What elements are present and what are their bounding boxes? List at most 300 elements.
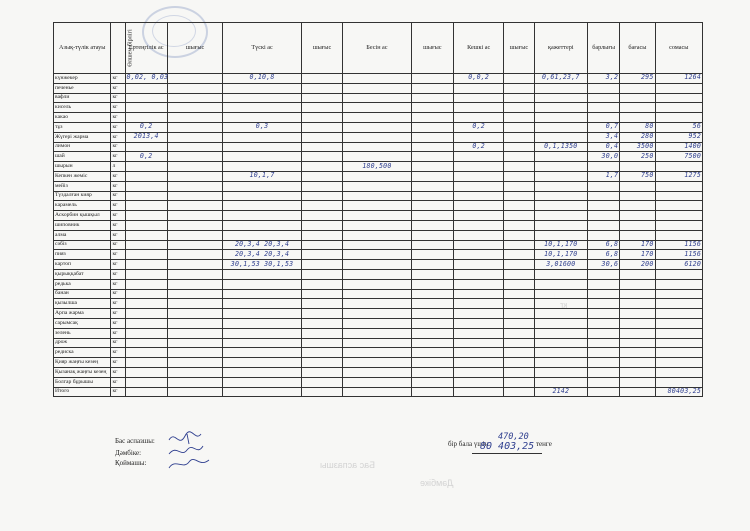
cell-lunch (223, 211, 302, 221)
cell-total (588, 201, 620, 211)
header-out-2: шығыс (301, 23, 342, 74)
header-sum: сомасы (655, 23, 703, 74)
handwritten-value: 0,1,1350 (544, 141, 578, 150)
cell-out2 (301, 279, 342, 289)
handwritten-value: 170 (640, 249, 654, 258)
per-child-value: 470,20 (498, 432, 529, 442)
cell-needs (534, 387, 587, 397)
cell-out3 (411, 299, 453, 309)
row-name: сарымсақ (54, 318, 111, 328)
handwritten-value: 80403,25 (667, 386, 701, 395)
cell-lunch (223, 387, 302, 397)
cell-total (588, 328, 620, 338)
cell-out2 (301, 220, 342, 230)
cell-snack (343, 358, 412, 368)
cell-dinner (454, 377, 504, 387)
cell-total (588, 220, 620, 230)
cell-out4 (504, 132, 534, 142)
row-name: Болгар бұрышы (54, 377, 111, 387)
cell-lunch (223, 318, 302, 328)
cell-out4 (504, 279, 534, 289)
cell-needs (534, 142, 587, 152)
row-name: шиповник (54, 220, 111, 230)
cell-sum (655, 279, 703, 289)
row-unit: кг (111, 358, 125, 368)
row-name: зелень (54, 328, 111, 338)
table-row (54, 191, 703, 201)
cell-snack (343, 103, 412, 113)
cell-price (620, 387, 655, 397)
table-row (54, 152, 703, 162)
cell-lunch (223, 74, 302, 84)
table-row (54, 279, 703, 289)
cell-breakfast (125, 279, 167, 289)
row-unit: кг (111, 240, 125, 250)
cell-out3 (411, 171, 453, 181)
cell-needs (534, 122, 587, 132)
row-unit: л (111, 162, 125, 172)
cell-lunch (223, 103, 302, 113)
cell-sum (655, 348, 703, 358)
cell-price (620, 250, 655, 260)
table-row (54, 240, 703, 250)
table-row (54, 201, 703, 211)
row-name: печенье (54, 83, 111, 93)
cell-sum (655, 387, 703, 397)
handwritten-value: 7500 (684, 151, 701, 160)
cell-needs (534, 318, 587, 328)
cell-snack (343, 299, 412, 309)
cell-price (620, 318, 655, 328)
table-row (54, 260, 703, 270)
row-name: какао (54, 113, 111, 123)
cell-out1 (167, 309, 222, 319)
cell-out3 (411, 113, 453, 123)
cell-lunch (223, 83, 302, 93)
table-row (54, 328, 703, 338)
cell-sum (655, 250, 703, 260)
cell-needs (534, 348, 587, 358)
cell-out2 (301, 211, 342, 221)
cell-total (588, 260, 620, 270)
cell-needs (534, 358, 587, 368)
handwritten-value: 1156 (684, 249, 701, 258)
cell-price (620, 191, 655, 201)
cell-total (588, 348, 620, 358)
cell-sum (655, 181, 703, 191)
handwritten-value: 1275 (684, 171, 701, 180)
row-name: сәбіз (54, 240, 111, 250)
cell-out3 (411, 211, 453, 221)
handwritten-value: 952 (688, 132, 701, 141)
cell-out3 (411, 377, 453, 387)
cell-dinner (454, 83, 504, 93)
header-snack: Бесін ас (343, 23, 412, 74)
cell-snack (343, 162, 412, 172)
handwritten-value: 20,3,4 20,3,4 (234, 239, 290, 248)
cell-snack (343, 230, 412, 240)
row-name: карамель (54, 201, 111, 211)
cell-needs (534, 74, 587, 84)
cell-price (620, 299, 655, 309)
cell-dinner (454, 328, 504, 338)
cell-total (588, 191, 620, 201)
cell-out3 (411, 338, 453, 348)
cell-out1 (167, 387, 222, 397)
cell-price (620, 309, 655, 319)
cell-dinner (454, 358, 504, 368)
cell-sum (655, 171, 703, 181)
cell-price (620, 377, 655, 387)
cell-breakfast (125, 289, 167, 299)
cell-out2 (301, 328, 342, 338)
row-name: мейіз (54, 181, 111, 191)
cell-total (588, 250, 620, 260)
table-row (54, 113, 703, 123)
cell-price (620, 152, 655, 162)
row-name: тұз (54, 122, 111, 132)
cell-out1 (167, 220, 222, 230)
cell-sum (655, 132, 703, 142)
cell-lunch (223, 240, 302, 250)
handwritten-value: 0,3 (255, 122, 269, 131)
cell-snack (343, 211, 412, 221)
cell-total (588, 74, 620, 84)
cell-dinner (454, 318, 504, 328)
row-unit: кг (111, 338, 125, 348)
handwritten-value: 30,0 (601, 151, 619, 160)
menu-requirements-table (53, 22, 703, 397)
handwritten-value: 0,2 (472, 122, 485, 131)
cell-total (588, 377, 620, 387)
cell-out3 (411, 74, 453, 84)
cell-lunch (223, 152, 302, 162)
cell-needs (534, 230, 587, 240)
cell-price (620, 279, 655, 289)
cell-out3 (411, 162, 453, 172)
cell-out2 (301, 171, 342, 181)
row-name: алма (54, 230, 111, 240)
cell-out4 (504, 220, 534, 230)
cell-price (620, 211, 655, 221)
cell-breakfast (125, 162, 167, 172)
cell-out4 (504, 309, 534, 319)
cell-dinner (454, 201, 504, 211)
cell-lunch (223, 367, 302, 377)
row-unit: кг (111, 93, 125, 103)
cell-out4 (504, 318, 534, 328)
cell-out3 (411, 240, 453, 250)
cell-out2 (301, 152, 342, 162)
cell-price (620, 230, 655, 240)
cell-lunch (223, 269, 302, 279)
cell-out1 (167, 289, 222, 299)
cell-out1 (167, 83, 222, 93)
cell-out1 (167, 279, 222, 289)
cell-price (620, 240, 655, 250)
cell-total (588, 93, 620, 103)
cell-sum (655, 113, 703, 123)
header-breakfast: Ертеңгілік ас (125, 23, 167, 74)
cell-out1 (167, 328, 222, 338)
row-unit: кг (111, 269, 125, 279)
table-row (54, 377, 703, 387)
table-row (54, 250, 703, 260)
total-underline (472, 453, 542, 454)
cell-total (588, 338, 620, 348)
cell-breakfast (125, 211, 167, 221)
cell-sum (655, 191, 703, 201)
row-unit: кг (111, 309, 125, 319)
cell-lunch (223, 377, 302, 387)
cell-out3 (411, 279, 453, 289)
cell-price (620, 181, 655, 191)
cell-out1 (167, 113, 222, 123)
handwritten-value: 0,10,8 (249, 73, 275, 82)
cell-out3 (411, 309, 453, 319)
cell-out2 (301, 230, 342, 240)
cell-total (588, 122, 620, 132)
head-cook-label: Бас аспазшы: (115, 437, 155, 445)
handwritten-value: 295 (640, 73, 654, 82)
table-row (54, 230, 703, 240)
cell-sum (655, 338, 703, 348)
cell-snack (343, 377, 412, 387)
row-unit: кг (111, 181, 125, 191)
cell-out4 (504, 230, 534, 240)
cell-dinner (454, 113, 504, 123)
cell-total (588, 103, 620, 113)
row-unit: кг (111, 328, 125, 338)
cell-dinner (454, 132, 504, 142)
handwritten-value: 0,4 (605, 141, 619, 150)
cell-snack (343, 387, 412, 397)
table-row (54, 269, 703, 279)
cell-out3 (411, 348, 453, 358)
cell-out3 (411, 93, 453, 103)
cell-snack (343, 328, 412, 338)
cell-out3 (411, 367, 453, 377)
cell-lunch (223, 220, 302, 230)
cell-out4 (504, 387, 534, 397)
cell-lunch (223, 171, 302, 181)
handwritten-value: 10,1,170 (544, 239, 578, 248)
cell-snack (343, 269, 412, 279)
cell-snack (343, 279, 412, 289)
cell-needs (534, 269, 587, 279)
table-row (54, 387, 703, 397)
table-row (54, 181, 703, 191)
table-row (54, 299, 703, 309)
cell-lunch (223, 162, 302, 172)
table-row (54, 122, 703, 132)
cell-lunch (223, 338, 302, 348)
row-unit: кг (111, 367, 125, 377)
cell-out4 (504, 377, 534, 387)
cell-out3 (411, 230, 453, 240)
header-needs: қажеттері (534, 23, 587, 74)
cell-sum (655, 142, 703, 152)
cell-out4 (504, 152, 534, 162)
cell-out1 (167, 260, 222, 270)
cell-out1 (167, 162, 222, 172)
cell-dinner (454, 191, 504, 201)
cell-snack (343, 171, 412, 181)
row-unit: кг (111, 230, 125, 240)
cell-snack (343, 289, 412, 299)
cell-total (588, 279, 620, 289)
cell-out4 (504, 240, 534, 250)
handwritten-value: 30,1,53 30,1,53 (230, 259, 294, 268)
row-unit: кг (111, 220, 125, 230)
cell-sum (655, 367, 703, 377)
row-unit: кг (111, 318, 125, 328)
cell-breakfast (125, 328, 167, 338)
cell-out4 (504, 83, 534, 93)
cell-price (620, 367, 655, 377)
handwritten-value: 250 (640, 151, 654, 160)
cell-out1 (167, 201, 222, 211)
handwritten-value: 0,61,23,7 (542, 73, 580, 82)
row-unit: кг (111, 201, 125, 211)
cell-dinner (454, 152, 504, 162)
cell-out1 (167, 191, 222, 201)
cell-needs (534, 211, 587, 221)
cell-price (620, 122, 655, 132)
cell-dinner (454, 348, 504, 358)
cell-out1 (167, 318, 222, 328)
cell-out3 (411, 122, 453, 132)
table-row (54, 211, 703, 221)
cell-out2 (301, 377, 342, 387)
cell-out2 (301, 83, 342, 93)
storekeeper-label: Қоймашы: (115, 459, 147, 467)
cell-out3 (411, 328, 453, 338)
cell-sum (655, 211, 703, 221)
cell-out2 (301, 387, 342, 397)
row-name: Түздалған кияр (54, 191, 111, 201)
row-unit: кг (111, 387, 125, 397)
handwritten-total: 80 403,25 (480, 441, 535, 452)
cell-snack (343, 338, 412, 348)
cell-out3 (411, 201, 453, 211)
cell-out4 (504, 289, 534, 299)
cell-out4 (504, 181, 534, 191)
cell-sum (655, 260, 703, 270)
cell-out4 (504, 211, 534, 221)
cell-needs (534, 181, 587, 191)
row-name: редиска (54, 348, 111, 358)
cell-needs (534, 93, 587, 103)
cell-needs (534, 299, 587, 309)
cell-dinner (454, 279, 504, 289)
cell-out4 (504, 348, 534, 358)
table-row (54, 309, 703, 319)
row-name: лимон (54, 142, 111, 152)
cell-snack (343, 152, 412, 162)
handwritten-value: 0,0,2 (468, 73, 490, 82)
cell-out2 (301, 191, 342, 201)
cell-out1 (167, 358, 222, 368)
cell-needs (534, 289, 587, 299)
signatures-icon (165, 428, 215, 476)
cell-dinner (454, 122, 504, 132)
handwritten-value: 20,3,4 20,3,4 (234, 249, 290, 258)
cell-out3 (411, 103, 453, 113)
cell-dinner (454, 387, 504, 397)
cell-total (588, 240, 620, 250)
cell-sum (655, 152, 703, 162)
cell-price (620, 83, 655, 93)
cell-dinner (454, 289, 504, 299)
cell-snack (343, 220, 412, 230)
row-unit: кг (111, 250, 125, 260)
row-unit: кг (111, 377, 125, 387)
handwritten-value: 6120 (684, 259, 701, 268)
cell-out3 (411, 269, 453, 279)
cell-out1 (167, 348, 222, 358)
cell-price (620, 74, 655, 84)
handwritten-value: 56 (692, 122, 701, 131)
cell-out1 (167, 367, 222, 377)
cell-price (620, 142, 655, 152)
cell-lunch (223, 358, 302, 368)
cell-out4 (504, 358, 534, 368)
cell-out4 (504, 171, 534, 181)
cell-needs (534, 191, 587, 201)
cell-sum (655, 93, 703, 103)
handwritten-value: 3500 (636, 141, 654, 150)
cell-price (620, 260, 655, 270)
handwritten-value: 6,8 (605, 249, 619, 258)
cell-out4 (504, 191, 534, 201)
cell-snack (343, 250, 412, 260)
cell-lunch (223, 113, 302, 123)
cell-snack (343, 93, 412, 103)
cell-snack (343, 132, 412, 142)
cell-out2 (301, 132, 342, 142)
cell-out4 (504, 269, 534, 279)
row-unit: кг (111, 279, 125, 289)
table-row (54, 171, 703, 181)
cell-lunch (223, 191, 302, 201)
cell-out1 (167, 103, 222, 113)
cell-total (588, 230, 620, 240)
cell-total (588, 387, 620, 397)
cell-needs (534, 201, 587, 211)
header-out-1: шығыс (167, 23, 222, 74)
cell-out2 (301, 74, 342, 84)
row-name: пияз (54, 250, 111, 260)
cell-out1 (167, 122, 222, 132)
cell-out3 (411, 181, 453, 191)
cell-lunch (223, 279, 302, 289)
cell-dinner (454, 240, 504, 250)
handwritten-value: 0,7 (605, 122, 619, 131)
handwritten-value: 0,02, 0,03 (126, 73, 169, 82)
cell-out2 (301, 318, 342, 328)
row-unit: кг (111, 211, 125, 221)
cell-lunch (223, 230, 302, 240)
cell-snack (343, 83, 412, 93)
cell-out2 (301, 93, 342, 103)
cell-snack (343, 367, 412, 377)
cell-lunch (223, 299, 302, 309)
cell-out2 (301, 348, 342, 358)
row-name: Кепкен жеміс (54, 171, 111, 181)
cell-breakfast (125, 132, 167, 142)
row-name: шырын (54, 162, 111, 172)
